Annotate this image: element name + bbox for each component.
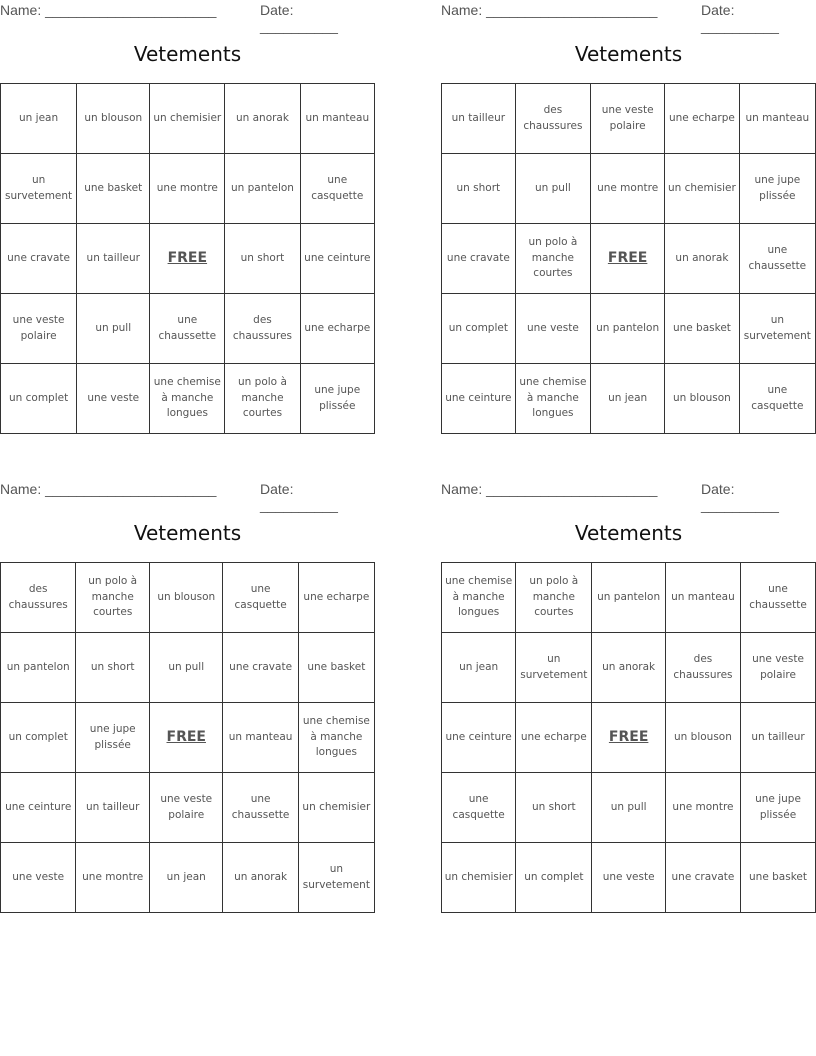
bingo-cell: une montre xyxy=(150,154,225,224)
name-line: Name: ______________________ xyxy=(441,481,658,497)
bingo-cell: un complet xyxy=(1,703,76,773)
bingo-cell: une chemise à manche longues xyxy=(515,364,590,434)
bingo-cell: un pull xyxy=(150,633,223,703)
bingo-cell: un polo à manche courtes xyxy=(516,563,592,633)
bingo-cell: un polo à manche courtes xyxy=(225,364,300,434)
bingo-cell: un chemisier xyxy=(150,84,225,154)
grid-row xyxy=(442,154,816,224)
bingo-card-2 xyxy=(441,0,816,420)
bingo-cell: une chaussette xyxy=(150,294,225,364)
bingo-grid xyxy=(441,562,816,913)
bingo-cell: une echarpe xyxy=(516,703,592,773)
bingo-cell: un pull xyxy=(592,773,666,843)
grid-row xyxy=(442,224,816,294)
grid-row xyxy=(1,703,375,773)
bingo-cell: une veste polaire xyxy=(591,84,665,154)
card-header xyxy=(0,0,375,34)
bingo-cell: une basket xyxy=(77,154,150,224)
bingo-cell: un chemisier xyxy=(298,773,374,843)
bingo-cell: une veste xyxy=(592,843,666,913)
bingo-cell: un anorak xyxy=(592,633,666,703)
bingo-cell: une casquette xyxy=(442,773,516,843)
free-cell: FREE xyxy=(592,703,666,773)
free-cell: FREE xyxy=(150,703,223,773)
bingo-cell: un complet xyxy=(1,364,77,434)
bingo-cell: un pull xyxy=(77,294,150,364)
bingo-cell: une montre xyxy=(591,154,665,224)
bingo-cell: une ceinture xyxy=(442,703,516,773)
bingo-cell: une basket xyxy=(665,294,740,364)
name-line: Name: ______________________ xyxy=(0,2,217,18)
bingo-cell: un blouson xyxy=(665,703,740,773)
date-line: Date: __________ xyxy=(260,2,338,34)
bingo-card-4 xyxy=(441,479,816,883)
bingo-cell: des chaussures xyxy=(1,563,76,633)
bingo-cell: un chemisier xyxy=(442,843,516,913)
card-title: Vetements xyxy=(133,521,242,545)
bingo-cell: une casquette xyxy=(300,154,374,224)
card-header xyxy=(441,0,816,34)
bingo-cell: un pantelon xyxy=(225,154,300,224)
bingo-cell: une jupe plissée xyxy=(741,773,816,843)
card-header xyxy=(0,479,375,513)
bingo-cell: une basket xyxy=(298,633,374,703)
free-cell: FREE xyxy=(150,224,225,294)
bingo-cell: une ceinture xyxy=(442,364,516,434)
grid-row xyxy=(1,633,375,703)
card-header xyxy=(441,479,816,513)
bingo-cell: une jupe plissée xyxy=(300,364,374,434)
bingo-cell: un jean xyxy=(442,633,516,703)
bingo-cell: un jean xyxy=(150,843,223,913)
bingo-cell: une echarpe xyxy=(665,84,740,154)
bingo-cell: une cravate xyxy=(442,224,516,294)
bingo-cell: un short xyxy=(225,224,300,294)
bingo-cell: une chemise à manche longues xyxy=(442,563,516,633)
bingo-cell: un survetement xyxy=(739,294,815,364)
grid-row xyxy=(1,364,375,434)
card-title: Vetements xyxy=(133,42,242,66)
bingo-cell: un jean xyxy=(591,364,665,434)
bingo-grid xyxy=(0,83,375,434)
grid-row xyxy=(1,84,375,154)
date-line: Date: __________ xyxy=(701,481,779,513)
bingo-cell: un manteau xyxy=(223,703,298,773)
bingo-cell: une chemise à manche longues xyxy=(298,703,374,773)
bingo-cell: une cravate xyxy=(1,224,77,294)
bingo-cell: une ceinture xyxy=(1,773,76,843)
bingo-grid xyxy=(441,83,816,434)
bingo-cell: un manteau xyxy=(739,84,815,154)
grid-row xyxy=(442,773,816,843)
name-line: Name: ______________________ xyxy=(441,2,658,18)
bingo-cell: un pantelon xyxy=(592,563,666,633)
bingo-cell: une veste xyxy=(1,843,76,913)
bingo-cell: une jupe plissée xyxy=(76,703,150,773)
bingo-cell: une casquette xyxy=(223,563,298,633)
bingo-cell: des chaussures xyxy=(665,633,740,703)
bingo-cell: un blouson xyxy=(77,84,150,154)
bingo-cell: un anorak xyxy=(665,224,740,294)
bingo-cell: une echarpe xyxy=(298,563,374,633)
grid-row xyxy=(442,703,816,773)
card-title: Vetements xyxy=(574,42,683,66)
bingo-cell: un complet xyxy=(442,294,516,364)
bingo-cell: des chaussures xyxy=(225,294,300,364)
bingo-cell: une jupe plissée xyxy=(739,154,815,224)
date-line: Date: __________ xyxy=(260,481,338,513)
bingo-cell: un anorak xyxy=(225,84,300,154)
grid-row xyxy=(1,224,375,294)
name-line: Name: ______________________ xyxy=(0,481,217,497)
grid-row xyxy=(1,773,375,843)
bingo-cell: une echarpe xyxy=(300,294,374,364)
bingo-cell: un tailleur xyxy=(77,224,150,294)
bingo-cell: un complet xyxy=(516,843,592,913)
bingo-cell: une veste polaire xyxy=(1,294,77,364)
bingo-cell: une chaussette xyxy=(739,224,815,294)
bingo-cell: un manteau xyxy=(665,563,740,633)
bingo-cell: un tailleur xyxy=(442,84,516,154)
grid-row xyxy=(442,563,816,633)
bingo-cell: une chaussette xyxy=(741,563,816,633)
bingo-cell: une basket xyxy=(741,843,816,913)
card-title: Vetements xyxy=(574,521,683,545)
bingo-cell: un survetement xyxy=(516,633,592,703)
bingo-cell: un pantelon xyxy=(1,633,76,703)
bingo-cell: un short xyxy=(76,633,150,703)
bingo-cell: un pantelon xyxy=(591,294,665,364)
bingo-cell: un manteau xyxy=(300,84,374,154)
grid-row xyxy=(1,563,375,633)
bingo-cell: un blouson xyxy=(665,364,740,434)
grid-row xyxy=(442,633,816,703)
bingo-cell: une veste polaire xyxy=(150,773,223,843)
bingo-cell: un polo à manche courtes xyxy=(76,563,150,633)
bingo-cell: un chemisier xyxy=(665,154,740,224)
bingo-cell: des chaussures xyxy=(515,84,590,154)
bingo-cell: une ceinture xyxy=(300,224,374,294)
bingo-cell: un blouson xyxy=(150,563,223,633)
bingo-cell: un polo à manche courtes xyxy=(515,224,590,294)
bingo-cell: une chaussette xyxy=(223,773,298,843)
bingo-cell: un short xyxy=(442,154,516,224)
grid-row xyxy=(442,294,816,364)
bingo-cell: un tailleur xyxy=(741,703,816,773)
bingo-cell: un tailleur xyxy=(76,773,150,843)
grid-row xyxy=(1,154,375,224)
bingo-cell: un survetement xyxy=(1,154,77,224)
bingo-cell: une montre xyxy=(665,773,740,843)
grid-row xyxy=(1,843,375,913)
bingo-cell: un short xyxy=(516,773,592,843)
bingo-cell: une cravate xyxy=(223,633,298,703)
grid-row xyxy=(442,364,816,434)
bingo-cell: une veste xyxy=(515,294,590,364)
bingo-card-1 xyxy=(0,0,375,420)
bingo-cell: une veste xyxy=(77,364,150,434)
bingo-cell: une montre xyxy=(76,843,150,913)
bingo-cell: une cravate xyxy=(665,843,740,913)
bingo-cell: un jean xyxy=(1,84,77,154)
bingo-cell: un survetement xyxy=(298,843,374,913)
date-line: Date: __________ xyxy=(701,2,779,34)
free-cell: FREE xyxy=(591,224,665,294)
grid-row xyxy=(1,294,375,364)
bingo-cell: une veste polaire xyxy=(741,633,816,703)
grid-row xyxy=(442,84,816,154)
bingo-grid xyxy=(0,562,375,913)
bingo-card-3 xyxy=(0,479,375,891)
grid-row xyxy=(442,843,816,913)
bingo-cell: un pull xyxy=(515,154,590,224)
bingo-cell: un anorak xyxy=(223,843,298,913)
bingo-cell: une chemise à manche longues xyxy=(150,364,225,434)
bingo-cell: une casquette xyxy=(739,364,815,434)
